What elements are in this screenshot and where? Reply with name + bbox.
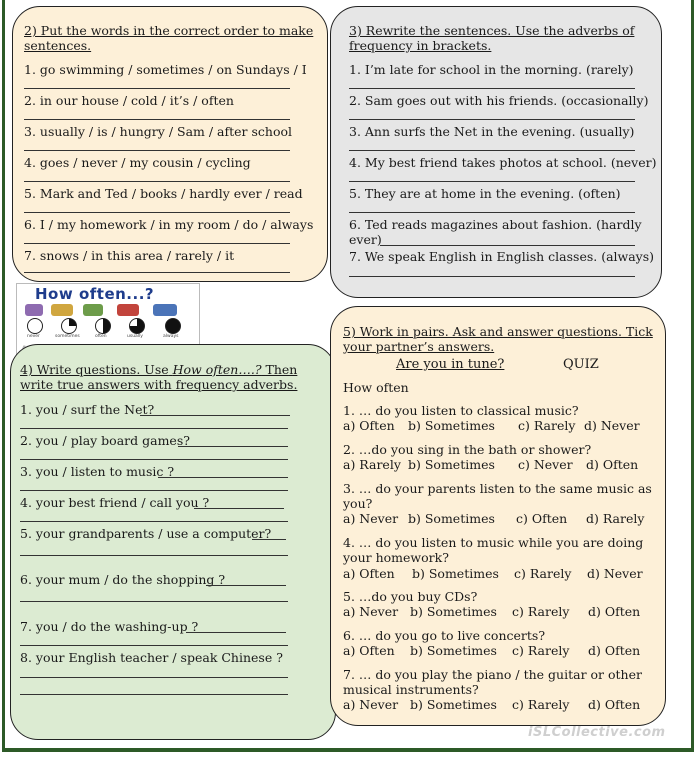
answer-line[interactable] [20,428,288,429]
ex3-item-4: 4. My best friend takes photos at school. (never) [349,155,657,170]
ex3-item-2: 2. Sam goes out with his friends. (occasionally) [349,93,649,108]
quiz-option-d[interactable]: d) Never [584,418,640,433]
quiz-option-a[interactable]: a) Never [343,697,399,712]
answer-line[interactable] [349,119,635,120]
quiz-question-1: 1. … do you listen to classical music? [343,403,579,418]
quiz-option-b[interactable]: b) Sometimes [408,418,495,433]
quiz-option-d[interactable]: d) Rarely [586,511,645,526]
answer-line[interactable] [20,490,288,491]
ex3-item-6-cont: ever) [349,232,382,247]
ex4-item-5: 5. your grandparents / use a computer? [20,526,272,541]
ex4-item-2: 2. you / play board games? [20,433,190,448]
ex2-item-4: 4. goes / never / my cousin / cycling [24,155,251,170]
figure-icon [51,304,73,316]
logo-label-often: often [95,334,107,339]
ex2-item-6: 6. I / my homework / in my room / do / always [24,217,314,232]
logo-label-always: always [163,334,179,339]
ex3-item-1: 1. I’m late for school in the morning. (rarely) [349,62,634,77]
answer-line[interactable] [349,88,635,89]
ex4-item-4: 4. your best friend / call you ? [20,495,210,510]
exercise-4-title-line2: write true answers with frequency adverbs. [20,377,298,392]
ex3-item-3: 3. Ann surfs the Net in the evening. (usually) [349,124,635,139]
ex4-title-part1: 4) Write questions. Use [20,362,169,377]
answer-line[interactable] [20,677,288,678]
ex4-item-6: 6. your mum / do the shopping ? [20,572,226,587]
figure-icon [153,304,177,316]
figure-icon [83,304,103,316]
quiz-question-7: 7. … do you play the piano / the guitar or other [343,667,642,682]
ex3-item-5: 5. They are at home in the evening. (often) [349,186,621,201]
answer-blank[interactable] [186,632,286,633]
quiz-option-a[interactable]: a) Rarely [343,457,401,472]
answer-blank[interactable] [178,446,288,447]
quiz-option-a[interactable]: a) Often [343,566,395,581]
exercise-5-title-line1: 5) Work in pairs. Ask and answer questions. Tick [343,324,653,339]
quiz-option-d[interactable]: d) Often [586,457,639,472]
quiz-option-b[interactable]: b) Sometimes [408,457,495,472]
pie-often-icon [95,318,111,334]
answer-line[interactable] [24,212,290,213]
answer-line[interactable] [20,459,288,460]
quiz-question-5: 5. …do you buy CDs? [343,589,478,604]
quiz-question-2: 2. …do you sing in the bath or shower? [343,442,592,457]
quiz-option-b[interactable]: b) Sometimes [410,643,497,658]
ex4-item-3: 3. you / listen to music ? [20,464,175,479]
pie-never-icon [27,318,43,334]
exercise-3-title-line1: 3) Rewrite the sentences. Use the adverbs of [349,23,635,38]
answer-blank[interactable] [158,477,288,478]
quiz-option-a[interactable]: a) Never [343,511,399,526]
answer-blank[interactable] [252,539,286,540]
quiz-option-c[interactable]: c) Rarely [512,697,570,712]
answer-line[interactable] [20,694,288,695]
answer-line[interactable] [349,276,635,277]
answer-line[interactable] [20,601,288,602]
quiz-option-c[interactable]: c) Often [516,511,568,526]
logo-label-sometimes: sometimes [55,334,80,339]
quiz-option-b[interactable]: b) Sometimes [408,511,495,526]
pie-sometimes-icon [61,318,77,334]
answer-line[interactable] [24,272,290,273]
quiz-option-d[interactable]: d) Often [588,697,641,712]
quiz-title: Are you in tune? [396,357,505,372]
exercise-2-title-line1: 2) Put the words in the correct order to make [24,23,314,38]
ex2-item-2: 2. in our house / cold / it’s / often [24,93,234,108]
quiz-option-a[interactable]: a) Often [343,643,395,658]
answer-blank[interactable] [140,415,290,416]
answer-blank[interactable] [206,585,286,586]
quiz-option-c[interactable]: c) Rarely [512,604,570,619]
ex2-item-5: 5. Mark and Ted / books / hardly ever / read [24,186,303,201]
logo-title: How often...? [35,285,155,303]
exercise-5-title-line2: your partner’s answers. [343,339,495,354]
quiz-option-d[interactable]: d) Never [587,566,643,581]
quiz-option-c[interactable]: c) Rarely [518,418,576,433]
quiz-question-6: 6. … do you go to live concerts? [343,628,546,643]
ex4-title-part2: Then [265,362,298,377]
answer-line[interactable] [24,119,290,120]
ex2-item-1: 1. go swimming / sometimes / on Sundays / I [24,62,307,77]
quiz-question-3: 3. … do your parents listen to the same music as [343,481,652,496]
exercise-3-title-line2: frequency in brackets. [349,38,492,53]
answer-blank[interactable] [194,508,284,509]
figure-icon [117,304,139,316]
logo-label-usually: usually [127,334,143,339]
quiz-option-c[interactable]: c) Rarely [512,643,570,658]
watermark: iSLCollective.com [528,725,666,740]
quiz-question-3-cont: you? [343,496,373,511]
pie-always-icon [165,318,181,334]
answer-line[interactable] [380,245,635,246]
answer-line[interactable] [349,212,635,213]
quiz-question-4: 4. … do you listen to music while you are doing [343,535,644,550]
quiz-option-d[interactable]: d) Often [588,604,641,619]
ex2-item-3: 3. usually / is / hungry / Sam / after school [24,124,292,139]
quiz-option-b[interactable]: b) Sometimes [410,604,497,619]
pie-usually-icon [129,318,145,334]
ex3-item-6: 6. Ted reads magazines about fashion. (hardly [349,217,642,232]
quiz-option-c[interactable]: c) Rarely [514,566,572,581]
quiz-option-d[interactable]: d) Often [588,643,641,658]
ex2-item-7: 7. snows / in this area / rarely / it [24,248,235,263]
quiz-question-4-cont: your homework? [343,550,449,565]
answer-line[interactable] [24,181,290,182]
ex4-title-italic: How often….? [172,362,262,377]
figure-icon [25,304,43,316]
exercise-2-title-line2: sentences. [24,38,92,53]
ex4-item-1: 1. you / surf the Net? [20,402,155,417]
quiz-label: QUIZ [563,357,599,372]
answer-line[interactable] [24,243,290,244]
answer-line[interactable] [20,521,288,522]
ex4-item-8: 8. your English teacher / speak Chinese ? [20,650,283,665]
quiz-option-a[interactable]: a) Often [343,418,395,433]
quiz-question-7-cont: musical instruments? [343,682,479,697]
how-often-label: How often [343,380,409,395]
ex3-item-7: 7. We speak English in English classes. (always) [349,249,655,264]
exercise-4-title-line1 [20,362,297,377]
quiz-option-b[interactable]: b) Sometimes [410,697,497,712]
logo-label-never: never [27,334,40,339]
answer-line[interactable] [20,555,288,556]
answer-line[interactable] [24,150,290,151]
answer-line[interactable] [24,88,290,89]
answer-line[interactable] [349,181,635,182]
quiz-option-c[interactable]: c) Never [518,457,573,472]
ex4-item-7: 7. you / do the washing-up ? [20,619,199,634]
quiz-option-b[interactable]: b) Sometimes [412,566,499,581]
answer-line[interactable] [20,645,288,646]
quiz-option-a[interactable]: a) Never [343,604,399,619]
answer-line[interactable] [349,150,635,151]
